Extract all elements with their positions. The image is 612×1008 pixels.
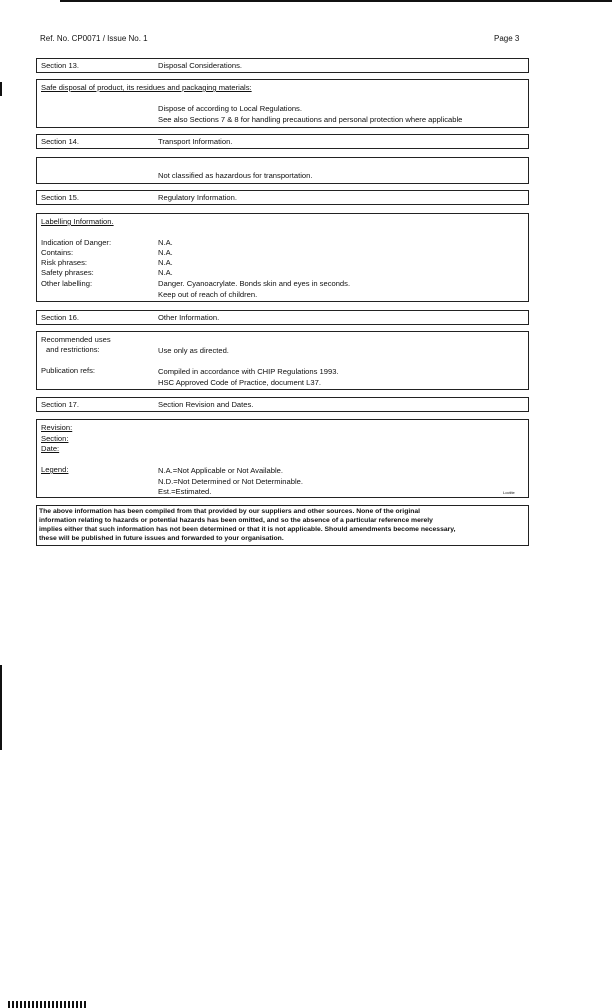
section-title: Regulatory Information. (158, 193, 237, 202)
field-label: Revision: (41, 423, 73, 432)
section-15-body (36, 213, 529, 302)
section-15-header (36, 190, 529, 205)
section-17-body (36, 419, 529, 498)
field-label: Other labelling: (41, 279, 93, 288)
left-edge-mark (0, 82, 2, 96)
page-number: Page 3 (494, 34, 520, 43)
section-number: Section 17. (41, 400, 79, 409)
field-label: Indication of Danger: (41, 238, 112, 247)
field-value: N.A. (158, 268, 173, 277)
disclaimer-line: implies either that such information has not been determined or that it is not applicable. Should amendments become necessary, (39, 526, 456, 533)
section-title: Section Revision and Dates. (158, 400, 254, 409)
field-value: Compiled in accordance with CHIP Regulations 1993. (158, 367, 339, 376)
reference-number: Ref. No. CP0071 / Issue No. 1 (40, 34, 148, 43)
section-16-header (36, 310, 529, 325)
field-label: Recommended uses (41, 335, 111, 344)
field-label: Risk phrases: (41, 258, 88, 267)
field-label: Publication refs: (41, 366, 96, 375)
field-label: Section: (41, 434, 69, 443)
section-number: Section 16. (41, 313, 79, 322)
field-value: HSC Approved Code of Practice, document L37. (158, 378, 321, 387)
section-number: Section 14. (41, 137, 79, 146)
legend-text: N.D.=Not Determined or Not Determinable. (158, 477, 303, 486)
disposal-text: See also Sections 7 & 8 for handling precautions and personal protection where applicable (158, 115, 463, 124)
section-13-header (36, 58, 529, 73)
field-label: Legend: (41, 465, 69, 474)
field-value: N.A. (158, 238, 173, 247)
legend-text: N.A.=Not Applicable or Not Available. (158, 466, 284, 475)
disclaimer-line: information relating to hazards or potential hazards has been omitted, and so the absence of a particular reference merely (39, 517, 433, 524)
subsection-heading: Safe disposal of product, its residues and packaging materials: (41, 83, 252, 92)
field-value: Use only as directed. (158, 346, 229, 355)
field-value: Keep out of reach of children. (158, 290, 258, 299)
section-number: Section 15. (41, 193, 79, 202)
transport-text: Not classified as hazardous for transportation. (158, 171, 313, 180)
section-title: Disposal Considerations. (158, 61, 242, 70)
section-14-header (36, 134, 529, 149)
field-value: N.A. (158, 258, 173, 267)
disclaimer-line: The above information has been compiled from that provided by our suppliers and other sources. None of the original (39, 508, 421, 515)
disposal-text: Dispose of according to Local Regulations. (158, 104, 302, 113)
subsection-heading: Labelling Information. (41, 217, 114, 226)
field-value: Danger. Cyanoacrylate. Bonds skin and eyes in seconds. (158, 279, 351, 288)
disclaimer-line: these will be published in future issues and forwarded to your organisation. (39, 535, 284, 542)
tiny-mark-text: Loctite (503, 490, 515, 495)
field-label: and restrictions: (46, 345, 100, 354)
section-title: Other Information. (158, 313, 220, 322)
field-label: Date: (41, 444, 60, 453)
field-value: N.A. (158, 248, 173, 257)
field-label: Contains: (41, 248, 74, 257)
disclaimer-box (36, 505, 529, 546)
section-17-header (36, 397, 529, 412)
field-label: Safety phrases: (41, 268, 94, 277)
bottom-barcode-mark (8, 1001, 88, 1008)
left-edge-mark (0, 665, 2, 750)
legend-text: Est.=Estimated. (158, 487, 212, 496)
section-title: Transport Information. (158, 137, 233, 146)
section-16-body (36, 331, 529, 390)
section-13-body (36, 79, 529, 128)
section-14-body (36, 157, 529, 184)
section-number: Section 13. (41, 61, 79, 70)
top-edge-line (60, 0, 612, 2)
